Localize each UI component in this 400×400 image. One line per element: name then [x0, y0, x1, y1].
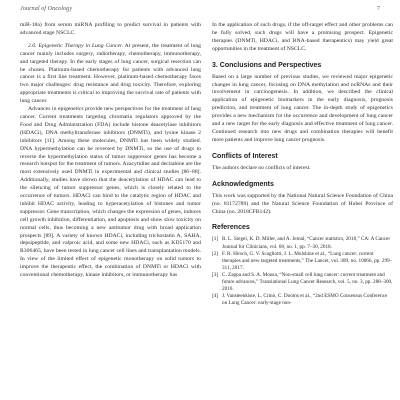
reference-item: [3] C. Zappa and S. A. Mousa, “Non-small cell lung cancer: current treatment and future advances,” Translational Lung Cancer Research, vol. 5, no. 3, pp. 288–300, 2016.	[212, 271, 393, 293]
right-column	[212, 22, 393, 307]
left-intro-paragraph: miR-18a) from serum miRNA profiling to predict survival in patients with advanced stage NSCLC.	[20, 22, 201, 36]
epigenetic-therapy-paragraph	[20, 43, 201, 106]
journal-name: Journal of Oncology	[20, 5, 73, 12]
reference-item: [1] R. L. Siegel, K. D. Miller, and A. Jemal, “Cancer statistics, 2018,” CA: A Cancer Journal for Clinicians, vol. 68, no. 1, pp. 7–30, 2018.	[212, 236, 391, 250]
references-heading: References	[212, 224, 250, 232]
acknowledgments-heading: Acknowledgments	[212, 180, 274, 188]
conclusions-heading: 3. Conclusions and Perspectives	[212, 61, 322, 69]
reference-item: [4] J. Vansteenkiste, L. Crinò, C. Dooms et al., “2nd ESMO Consensus Conference on Lung Cancer: early-stage non-	[212, 293, 388, 307]
subsection-body: At present, the treatment of lung cancer mainly includes surgery, radiotherapy, chemotherapy, immunotherapy, and targeted therapy. In the early stages of lung cancer, surgical resection can be chosen. Platinum-based chemotherapy for patients with advanced lung cancer is a first line treatment. However, platinum-based chemotherapy faces two major challenges: drug resistance and drug toxicity. Therefore, exploring appropriate treatments is critical to improving the survival rate of patients with lung cancer.	[20, 42, 202, 105]
advances-paragraph: Advances in epigenetics provide new perspectives for the treatment of lung cancer. Current treatments targeting chromatin regulators approved by the Food and Drug Administration (FDA) include histone deacetylase inhibitors (HDACi), DNA methyltransferase inhibitors (DNMTi), and lysine kinase 2 inhibitors [11]. Among these molecules, DNMTi has been widely studied. DNA hypermethylation can be reversed by DNMTi, so the use of drugs to reverse the hypermethylation status of tumor suppressor genes has become a research hotspot for the treatment of tumors. Azacytidine and decitabine are the most extensively used DNMTi in experimental and clinical studies [86–88]. Additionally, studies have shown that the deacetylation of HDAC can lead to the silencing of tumor suppressor genes, which is closely related to the occurrence of tumors. HDACi can bind to the catalytic region of HDAC and inhibit HDAC activity, leading to hyperacetylation of histones and tumor suppressor. Gene transcription, which changes the expression of genes, induces cell growth inhibition, differentiation, and apoptosis and show slow toxicity on normal cells, thus becoming a new antitumor drug with broad application prospects [89]. A variety of known HDACi, including trichostatin A, SAHA, depsipeptide, and valproic acid, and some new HDACi, such as KD5170 and R306465, have been tested in lung cancer cell lines and transplantation models. In view of the limited effect of epigenetic monotherapy on solid tumors to improve the therapeutic effect, the combination of DNMTi or HDACi with conventional chemotherapy, kinase inhibitors, or immunotherapy has	[20, 106, 201, 279]
reference-item: [2] F. R. Hirsch, G. V. Scagliotti, J. L. Mulshine et al., “Lung cancer: current therapies and new targeted treatments,” The Lancet, vol. 389, no. 10066, pp. 299–311, 2017.	[212, 250, 393, 271]
subsection-title: 2.6. Epigenetic Therapy in Lung Cancer.	[28, 42, 124, 49]
conclusions-body: Based on a large number of previous studies, we reviewed major epigenetic changes in lung cancer, focusing on DNA methylation and ncRNAs and their involvement in carcinogenesis. In addition, we described the clinical application of epigenetic biomarkers in the early diagnosis, prognosis prediction, and treatment of lung cancer. The in-depth study of epigenetics provides a new mechanism for the occurrence and development of lung cancer and a new target for the early diagnosis and effective treatment of lung cancer. Continued research into new drugs and combination therapies will benefit more patients and improve lung cancer prognosis.	[212, 73, 393, 143]
acknowledgments-body: This work was supported by the National Natural Science Foundation of China (no. 81172789) and the Natural Science Foundation of Hubei Province of China (no. 2018CFB142).	[212, 192, 393, 215]
left-column	[20, 22, 201, 280]
page-number: 7	[376, 5, 380, 12]
conflicts-body: The authors declare no conflicts of interest.	[212, 164, 311, 171]
right-intro-paragraph: In the application of such drugs, if the off-target effect and other problems can be fully solved, such drugs will have a promising prospect. Epigenetic therapies (DNMTi, HDACi, and RNA-based therapeutics) may yield great opportunities in the treatment of NSCLC.	[212, 22, 393, 52]
conflicts-heading: Conflicts of Interest	[212, 152, 278, 160]
